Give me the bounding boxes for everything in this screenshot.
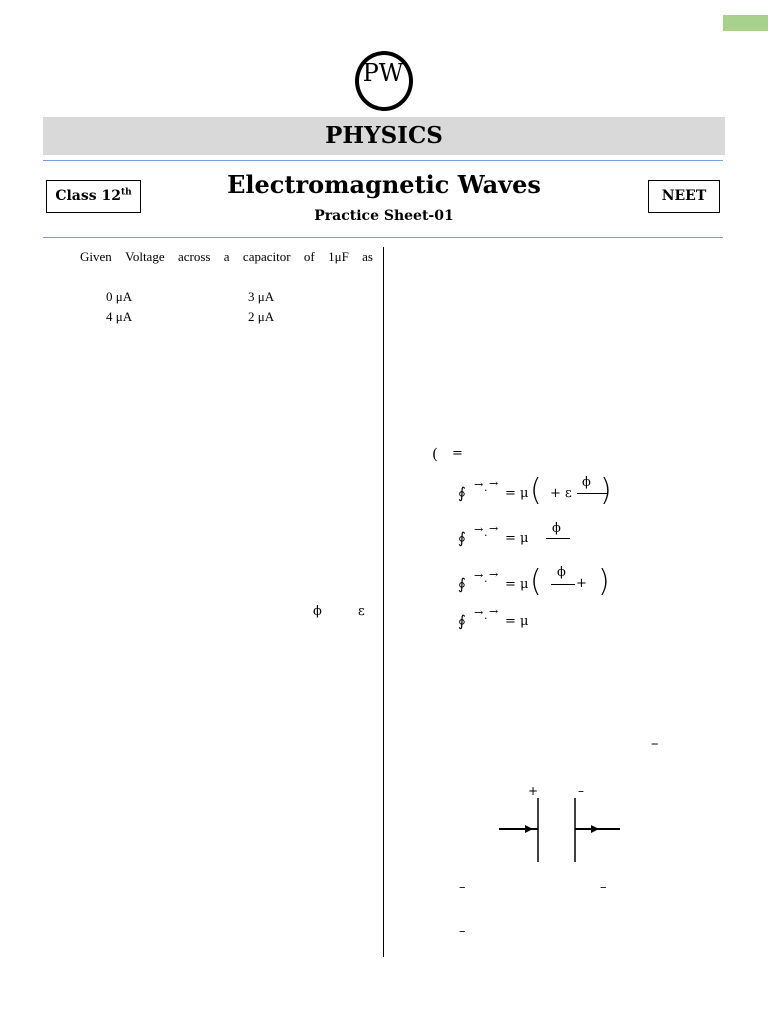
eq2-fraction-bar — [546, 538, 570, 539]
eq1-equals-mu: = μ — [505, 486, 529, 501]
eq3-paren-close: ) — [598, 564, 610, 599]
corner-tag — [723, 15, 768, 31]
eq1-oint: ∮ — [458, 484, 466, 502]
option-4: 2 μA — [248, 309, 275, 324]
question-word: of — [303, 249, 315, 264]
question-word: across — [177, 249, 211, 264]
minus-sign-b: – — [600, 880, 607, 895]
eq4-vec: → — [474, 606, 484, 619]
subject-title: PHYSICS — [43, 117, 725, 155]
eq1-vec2: → — [489, 477, 499, 490]
eq2-equals-mu: = μ — [505, 531, 529, 546]
equals-sign: = — [452, 446, 463, 461]
minus-sign: – — [651, 734, 659, 752]
option-bracket: ( — [432, 445, 438, 463]
capacitor-plus-label: + — [527, 784, 539, 798]
eq3-fraction-bar — [551, 584, 575, 585]
header-rule-bottom — [43, 237, 723, 238]
current-arrow-left — [525, 825, 533, 833]
option-2: 3 μA — [248, 289, 275, 304]
eq3-paren-open: ( — [530, 564, 542, 599]
eq3-equals-mu: = μ — [505, 577, 529, 592]
eq1-paren-open: ( — [530, 473, 542, 508]
chapter-title: Electromagnetic Waves — [227, 170, 541, 199]
eq2-dot: · — [484, 529, 488, 542]
question-text — [80, 249, 373, 265]
eq4-equals-mu: = μ — [505, 614, 529, 629]
class-label: Class 12 — [55, 188, 121, 204]
question-word: a — [223, 249, 230, 264]
class-suffix: th — [120, 187, 132, 198]
eq1-paren-close: ) — [600, 473, 612, 508]
eq3-oint: ∮ — [458, 575, 466, 593]
eq4-oint: ∮ — [458, 612, 466, 630]
logo-letter-p: PW — [362, 59, 404, 87]
minus-sign-a: – — [459, 880, 466, 895]
eq2-phi: ϕ — [552, 521, 561, 536]
question-word: Voltage — [125, 249, 165, 264]
eq2-oint: ∮ — [458, 529, 466, 547]
current-arrow-right — [591, 825, 599, 833]
eq3-vec2: → — [489, 568, 499, 581]
exam-badge: NEET — [648, 180, 720, 213]
class-badge — [46, 180, 141, 213]
epsilon-symbol: ε — [358, 604, 365, 619]
eq3-dot: · — [484, 575, 488, 588]
option-1: 0 μA — [106, 289, 133, 304]
eq1-dot: · — [484, 484, 488, 497]
question-word: 1μF — [328, 249, 349, 264]
eq4-vec2: → — [489, 605, 499, 618]
minus-sign-c: – — [459, 924, 466, 939]
eq1-plus-epsilon: + ε — [550, 486, 572, 501]
question-word: as — [362, 249, 373, 264]
question-word: Given — [80, 249, 112, 264]
phi-symbol: ϕ — [313, 604, 322, 619]
option-3: 4 μA — [106, 309, 133, 324]
column-divider — [383, 247, 384, 957]
eq1-vec: → — [474, 478, 484, 491]
sheet-title: Practice Sheet-01 — [314, 208, 454, 224]
eq3-plus: + — [576, 576, 587, 591]
pw-logo — [354, 50, 414, 112]
eq2-vec: → — [474, 523, 484, 536]
eq1-phi: ϕ — [582, 475, 591, 490]
eq4-dot: · — [484, 612, 488, 625]
capacitor-minus-label: – — [578, 784, 584, 798]
eq3-vec: → — [474, 569, 484, 582]
question-word: capacitor — [242, 249, 291, 264]
eq3-phi: ϕ — [557, 565, 566, 580]
header-rule-top — [43, 160, 723, 161]
eq2-vec2: → — [489, 522, 499, 535]
capacitor-diagram — [495, 783, 625, 863]
